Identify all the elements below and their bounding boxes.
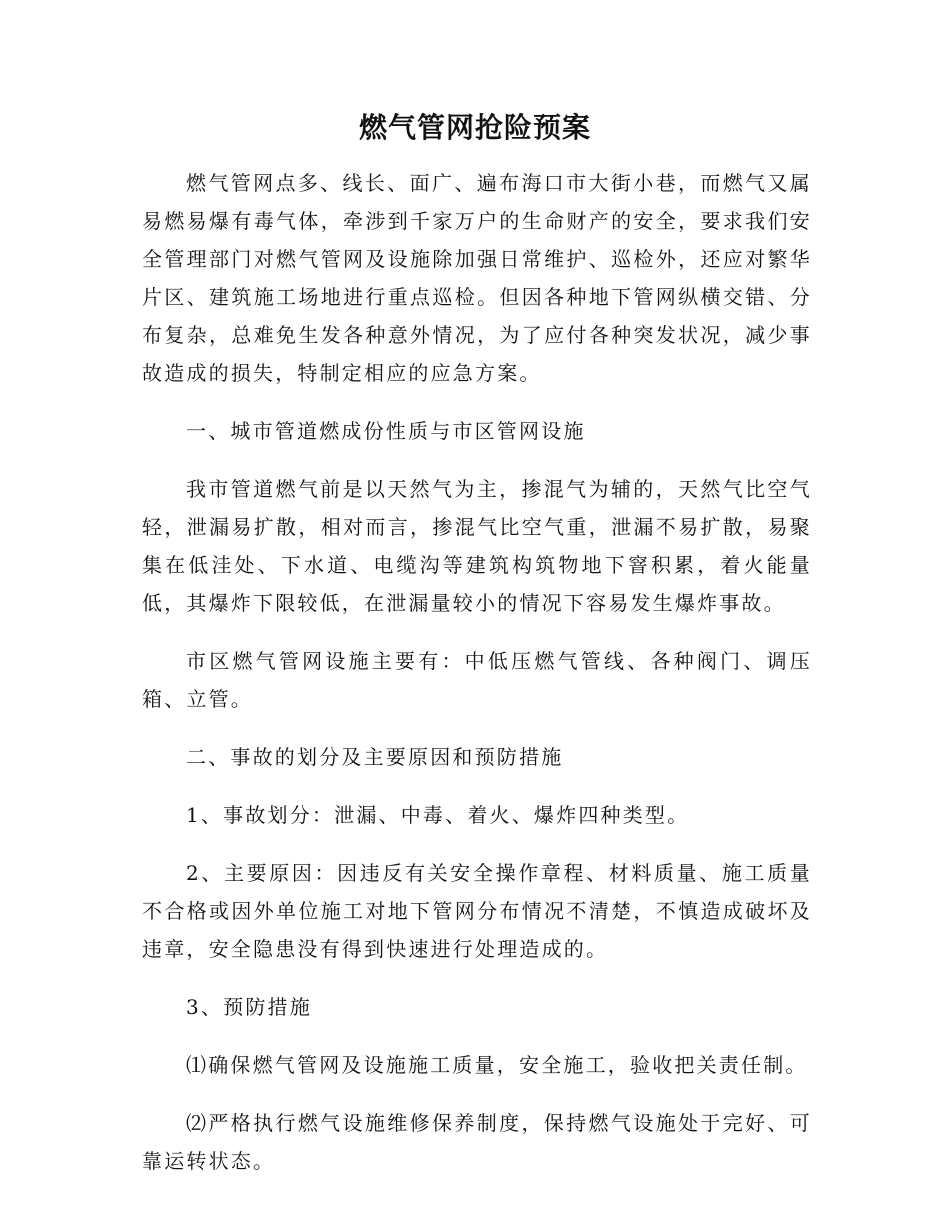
- section-heading-1: 一、城市管道燃成份性质与市区管网设施: [186, 419, 586, 443]
- document-title: 燃气管网抢险预案: [358, 111, 591, 144]
- prevention-item-2: ⑵严格执行燃气设施维修保养制度，保持燃气设施处于完好、可靠运转状态。: [142, 1111, 812, 1173]
- prevention-heading: 3、预防措施: [186, 995, 312, 1019]
- gas-properties-paragraph: 我市管道燃气前是以天然气为主，掺混气为辅的，天然气比空气轻，泄漏易扩散，相对而言，掺混气比空气重，泄漏不易扩散，易聚集在低洼处、下水道、电缆沟等建筑构筑物地下窨积累，着火能量低，其爆炸下限较低，在泄漏量较小的情况下容易发生爆炸事故。: [142, 477, 812, 615]
- main-causes-paragraph: 2、主要原因：因违反有关安全操作章程、材料质量、施工质量不合格或因外单位施工对地下管网分布情况不清楚，不慎造成破坏及违章，安全隐患没有得到快速进行处理造成的。: [142, 861, 812, 961]
- accident-types-paragraph: 1、事故划分：泄漏、中毒、着火、爆炸四种类型。: [186, 803, 690, 827]
- intro-paragraph: 燃气管网点多、线长、面广、遍布海口市大街小巷，而燃气又属易燃易爆有毒气体，牵涉到千家万户的生命财产的安全，要求我们安全管理部门对燃气管网及设施除加强日常维护、巡检外，还应对繁华片区、建筑施工场地进行重点巡检。但因各种地下管网纵横交错、分布复杂，总难免生发各种意外情况，为了应付各种突发状况，减少事故造成的损失，特制定相应的应急方案。: [142, 171, 812, 385]
- facilities-paragraph: 市区燃气管网设施主要有：中低压燃气管线、各种阀门、调压箱、立管。: [142, 649, 812, 711]
- document-body: [142, 164, 812, 1200]
- prevention-item-1: ⑴确保燃气管网及设施施工质量，安全施工，验收把关责任制。: [186, 1053, 808, 1077]
- section-heading-2: 二、事故的划分及主要原因和预防措施: [186, 745, 564, 769]
